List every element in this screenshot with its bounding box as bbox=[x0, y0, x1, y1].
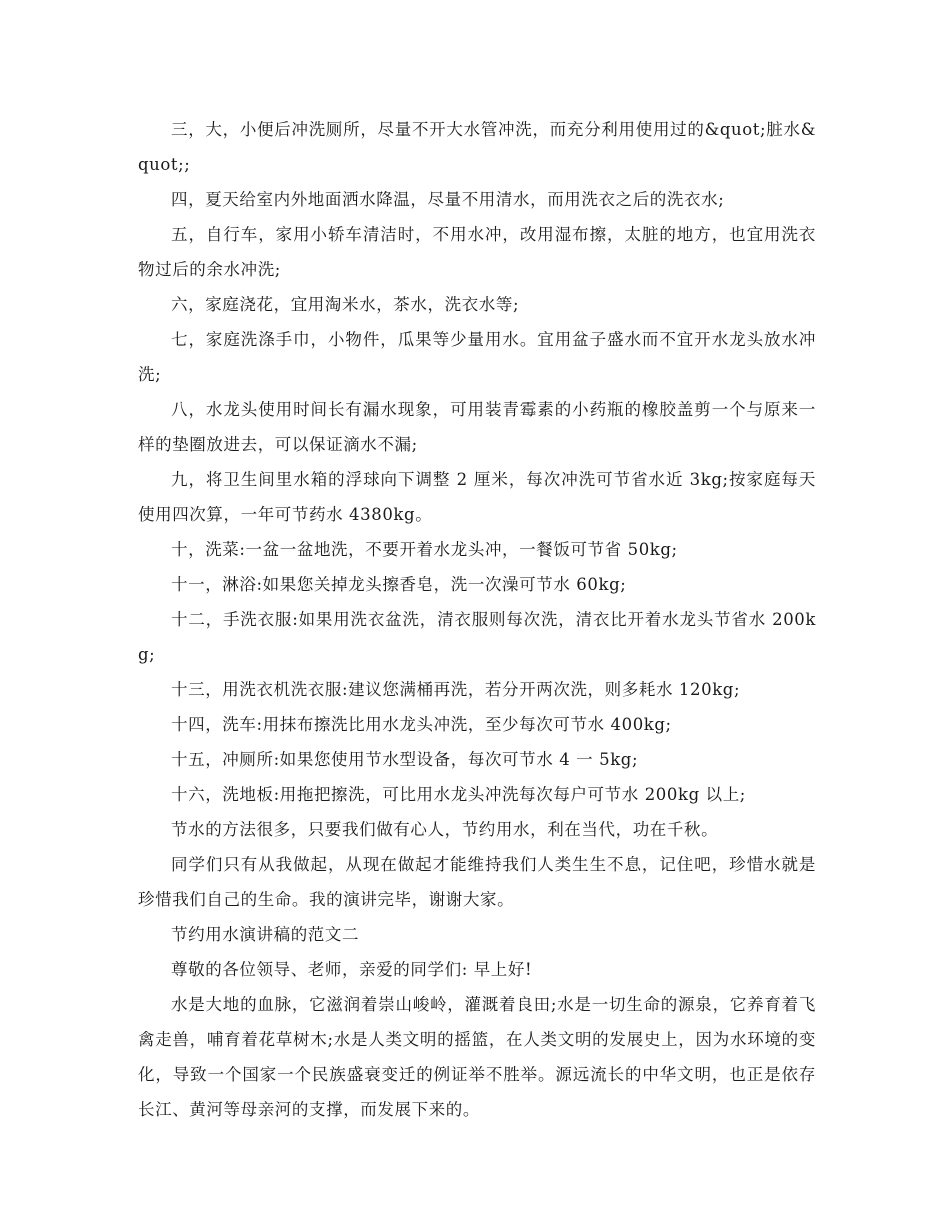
paragraph: 节水的方法很多，只要我们做有心人，节约用水，利在当代，功在千秋。 bbox=[171, 820, 719, 839]
paragraph: 六，家庭浇花，宜用淘米水，茶水，洗衣水等; bbox=[171, 295, 520, 314]
paragraph: 三，大，小便后冲洗厕所，尽量不开大水管冲洗，而充分利用使用过的&quot;脏水&quot;; bbox=[138, 120, 816, 174]
paragraph: 十三，用洗衣机洗衣服:建议您满桶再洗，若分开两次洗，则多耗水 120kg; bbox=[171, 680, 741, 699]
paragraph: 十二，手洗衣服:如果用洗衣盆洗，清衣服则每次洗，清衣比开着水龙头节省水 200kg; bbox=[138, 610, 816, 664]
paragraph: 十，洗菜:一盆一盆地洗，不要开着水龙头冲，一餐饭可节省 50kg; bbox=[171, 540, 678, 559]
paragraph: 八，水龙头使用时间长有漏水现象，可用装青霉素的小药瓶的橡胶盖剪一个与原来一样的垫圈放进去，可以保证滴水不漏; bbox=[138, 400, 816, 454]
document-body bbox=[138, 112, 816, 1127]
paragraph: 四，夏天给室内外地面洒水降温，尽量不用清水，而用洗衣之后的洗衣水; bbox=[171, 190, 725, 209]
paragraph: 五，自行车，家用小轿车清洁时，不用水冲，改用湿布擦，太脏的地方，也宜用洗衣物过后的余水冲洗; bbox=[138, 225, 816, 279]
section-heading: 节约用水演讲稿的范文二 bbox=[171, 925, 360, 944]
paragraph: 同学们只有从我做起，从现在做起才能维持我们人类生生不息，记住吧，珍惜水就是珍惜我们自己的生命。我的演讲完毕，谢谢大家。 bbox=[138, 855, 816, 909]
paragraph: 水是大地的血脉，它滋润着崇山峻岭，灌溉着良田;水是一切生命的源泉，它养育着飞禽走兽，哺育着花草树木;水是人类文明的摇篮，在人类文明的发展史上，因为水环境的变化，导致一个国家一个民族盛衰变迁的例证举不胜举。源远流长的中华文明，也正是依存长江、黄河等母亲河的支撑，而发展下来的。 bbox=[138, 995, 816, 1119]
greeting: 尊敬的各位领导、老师，亲爱的同学们: 早上好! bbox=[171, 960, 533, 979]
paragraph: 十六，洗地板:用拖把擦洗，可比用水龙头冲洗每次每户可节水 200kg 以上; bbox=[171, 785, 746, 804]
paragraph: 十一，淋浴:如果您关掉龙头擦香皂，洗一次澡可节水 60kg; bbox=[171, 575, 627, 594]
paragraph: 十四，洗车:用抹布擦洗比用水龙头冲洗，至少每次可节水 400kg; bbox=[171, 715, 672, 734]
paragraph: 九，将卫生间里水箱的浮球向下调整 2 厘米，每次冲洗可节省水近 3kg;按家庭每天使用四次算，一年可节药水 4380kg。 bbox=[138, 470, 816, 524]
paragraph: 七，家庭洗涤手巾，小物件，瓜果等少量用水。宜用盆子盛水而不宜开水龙头放水冲洗; bbox=[138, 330, 816, 384]
paragraph: 十五，冲厕所:如果您使用节水型设备，每次可节水 4 一 5kg; bbox=[171, 750, 639, 769]
